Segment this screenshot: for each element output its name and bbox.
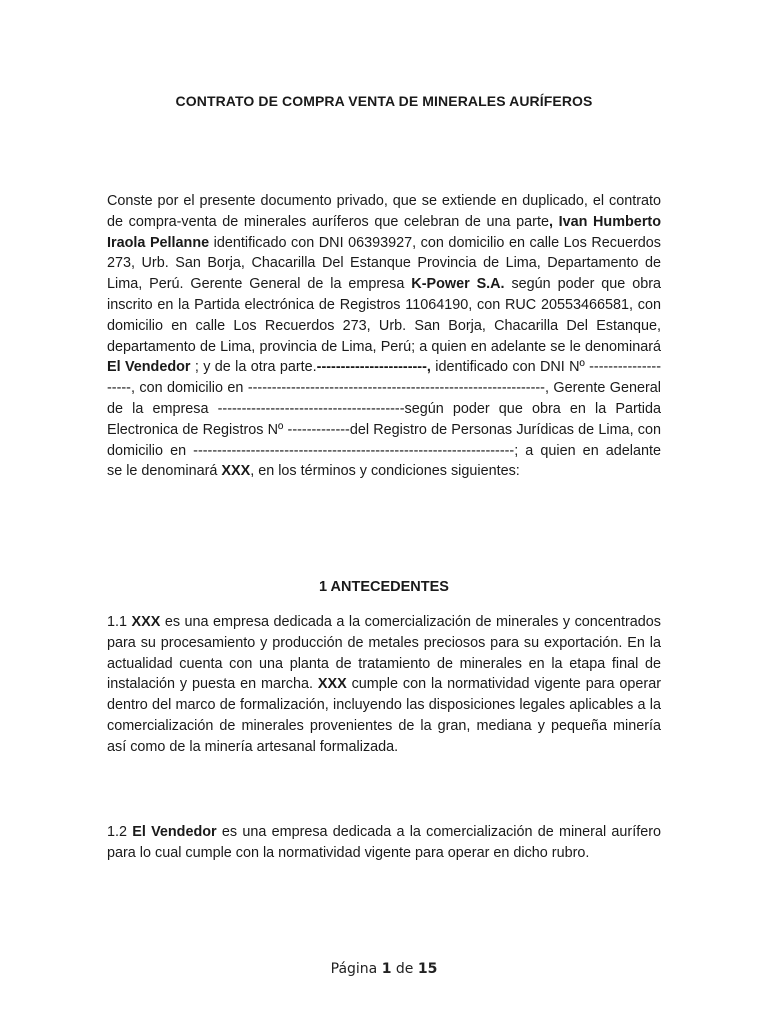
page-number: 1 (381, 961, 392, 977)
page-of-label: de (391, 961, 418, 977)
seller-name: , Ivan Humberto Iraola Pellanne (107, 213, 661, 251)
page-total: 15 (417, 961, 438, 977)
intro-text: , en los términos y condiciones siguientes: (250, 463, 520, 480)
intro-text: Conste por el presente documento privado, que se extiende en duplicado, el contrato de compra-venta de minerales auríferos que celebran de una parte (107, 193, 661, 230)
party-label-buyer: XXX (221, 463, 251, 480)
clause-number: 1.2 (107, 824, 133, 840)
company-name: K-Power S.A. (411, 276, 505, 293)
clause-text: es una empresa dedicada a la comercialización de mineral aurífero para lo cual cumple con la normatividad vigente para operar en dicho rubro. (107, 824, 661, 861)
clause-number: 1.1 (107, 614, 132, 630)
clause-1-2 (107, 822, 661, 864)
clause-text: cumple con la normatividad vigente para operar dentro del marco de formalización, incluyendo las disposiciones legales aplicables a la comercialización de minerales provenientes de la gran, mediana y pequeña minería así como de la minería artesanal formalizada. (107, 676, 661, 755)
page-label: Página (330, 961, 382, 977)
clause-text: es una empresa dedicada a la comercialización de minerales y concentrados para su procesamiento y producción de metales preciosos para su exportación. En la actualidad cuenta con una planta de tratamiento de minerales en la etapa final de instalación y puesta en marcha. (107, 614, 661, 693)
intro-text: identificado con DNI 06393927, con domicilio en calle Los Recuerdos 273, Urb. San Borja, Chacarilla Del Estanque Provincia de Lima, Departamento de Lima, Perú. Gerente General de la empresa (107, 234, 662, 293)
document-title: CONTRATO DE COMPRA VENTA DE MINERALES AURÍFEROS (175, 93, 593, 109)
intro-paragraph (107, 191, 661, 482)
intro-text: identificado con DNI Nº --------------------, con domicilio en --------------------------------------------------------------, Gerente General de la empresa ---------------------------------------según poder que obra en la Partida Electronica de Registros Nº -------------del Registro de Personas Jurídicas de Lima, con domicilio en -------------------------------------------------------------------; a quien en adelante se le denominará (107, 359, 661, 480)
party-label-buyer: XXX (131, 614, 161, 630)
clause-1-1 (107, 612, 661, 758)
party-label-seller: El Vendedor (107, 359, 191, 376)
party-label-seller: El Vendedor (132, 824, 217, 840)
page-footer (0, 961, 768, 977)
section-heading: 1 ANTECEDENTES (319, 579, 449, 595)
intro-text: ; y de la otra parte. (190, 359, 317, 376)
party-label-buyer: XXX (317, 676, 347, 693)
intro-text: según poder que obra inscrito en la Partida electrónica de Registros 11064190, con RUC 20553466581, con domicilio en calle Los Recuerdos 273, Urb. San Borja, Chacarilla Del Estanque, departamento de Lima, provincia de Lima, Perú; a quien en adelante se le denominará (107, 276, 661, 355)
buyer-placeholder: -----------------------, (316, 359, 431, 376)
